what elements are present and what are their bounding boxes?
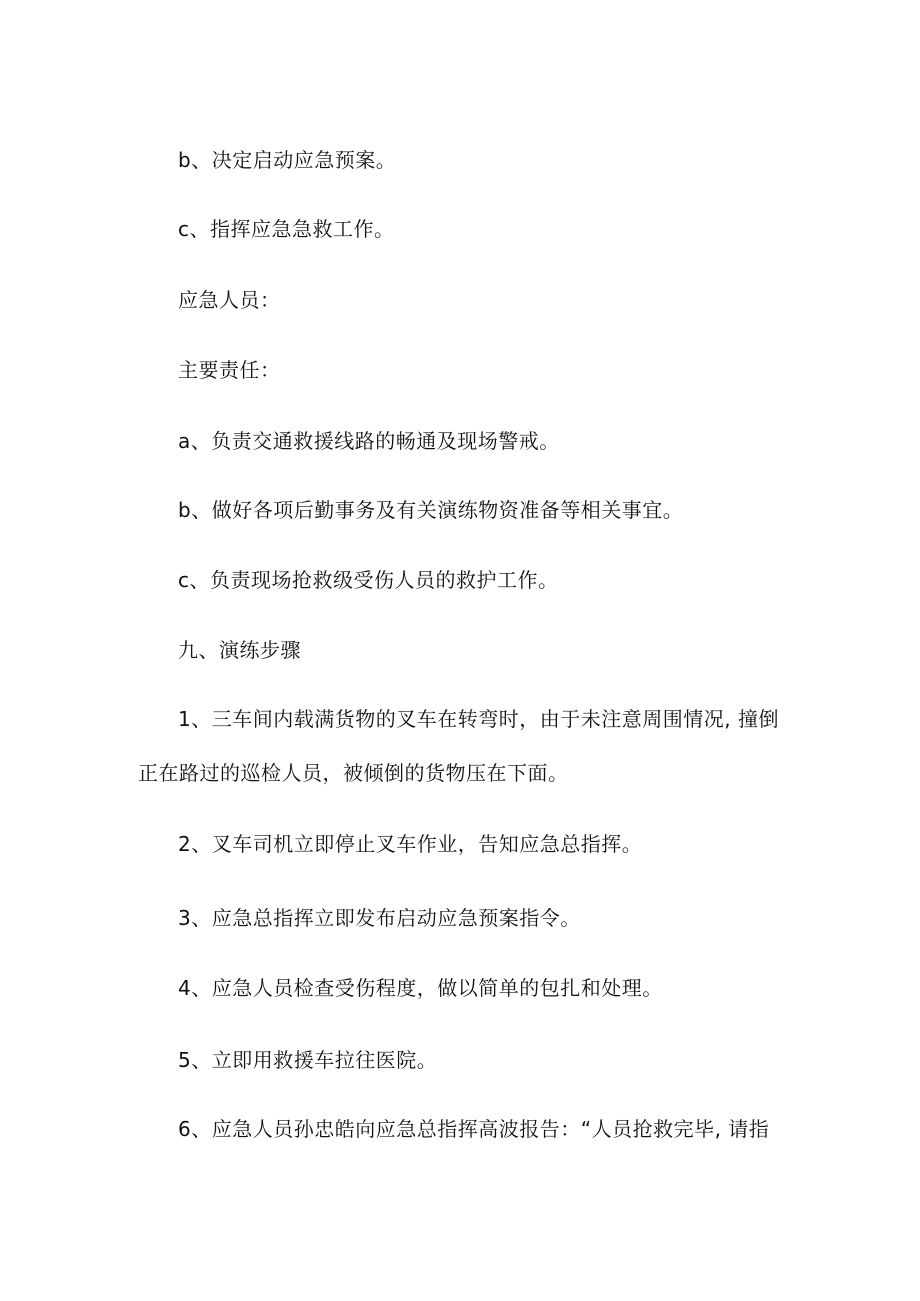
step-1-line-2: 正在路过的巡检人员，被倾倒的货物压在下面。 — [138, 761, 569, 785]
duty-item-b-decide: b、决定启动应急预案。 — [178, 148, 397, 172]
step-5: 5、立即用救援车拉往医院。 — [178, 1048, 438, 1072]
duty-item-b-logistics: b、做好各项后勤事务及有关演练物资准备等相关事宜。 — [178, 498, 684, 522]
step-4: 4、应急人员检查受伤程度，做以简单的包扎和处理。 — [178, 976, 663, 1000]
step-1-line-1: 1、三车间内载满货物的叉车在转弯时，由于未注意周围情况, 撞倒 — [178, 707, 779, 731]
duty-item-c-rescue: c、负责现场抢救级受伤人员的救护工作。 — [178, 568, 559, 592]
step-2: 2、叉车司机立即停止叉车作业，告知应急总指挥。 — [178, 832, 643, 856]
section-heading-drill-steps: 九、演练步骤 — [178, 638, 301, 662]
step-3: 3、应急总指挥立即发布启动应急预案指令。 — [178, 906, 581, 930]
section-heading-emergency-personnel: 应急人员： — [178, 288, 281, 312]
duty-item-c-command: c、指挥应急急救工作。 — [178, 217, 395, 241]
section-heading-main-duties: 主要责任： — [178, 358, 281, 382]
step-6: 6、应急人员孙忠皓向应急总指挥高波报告：“人员抢救完毕, 请指 — [178, 1117, 770, 1141]
duty-item-a-traffic: a、负责交通救援线路的畅通及现场警戒。 — [178, 429, 560, 453]
